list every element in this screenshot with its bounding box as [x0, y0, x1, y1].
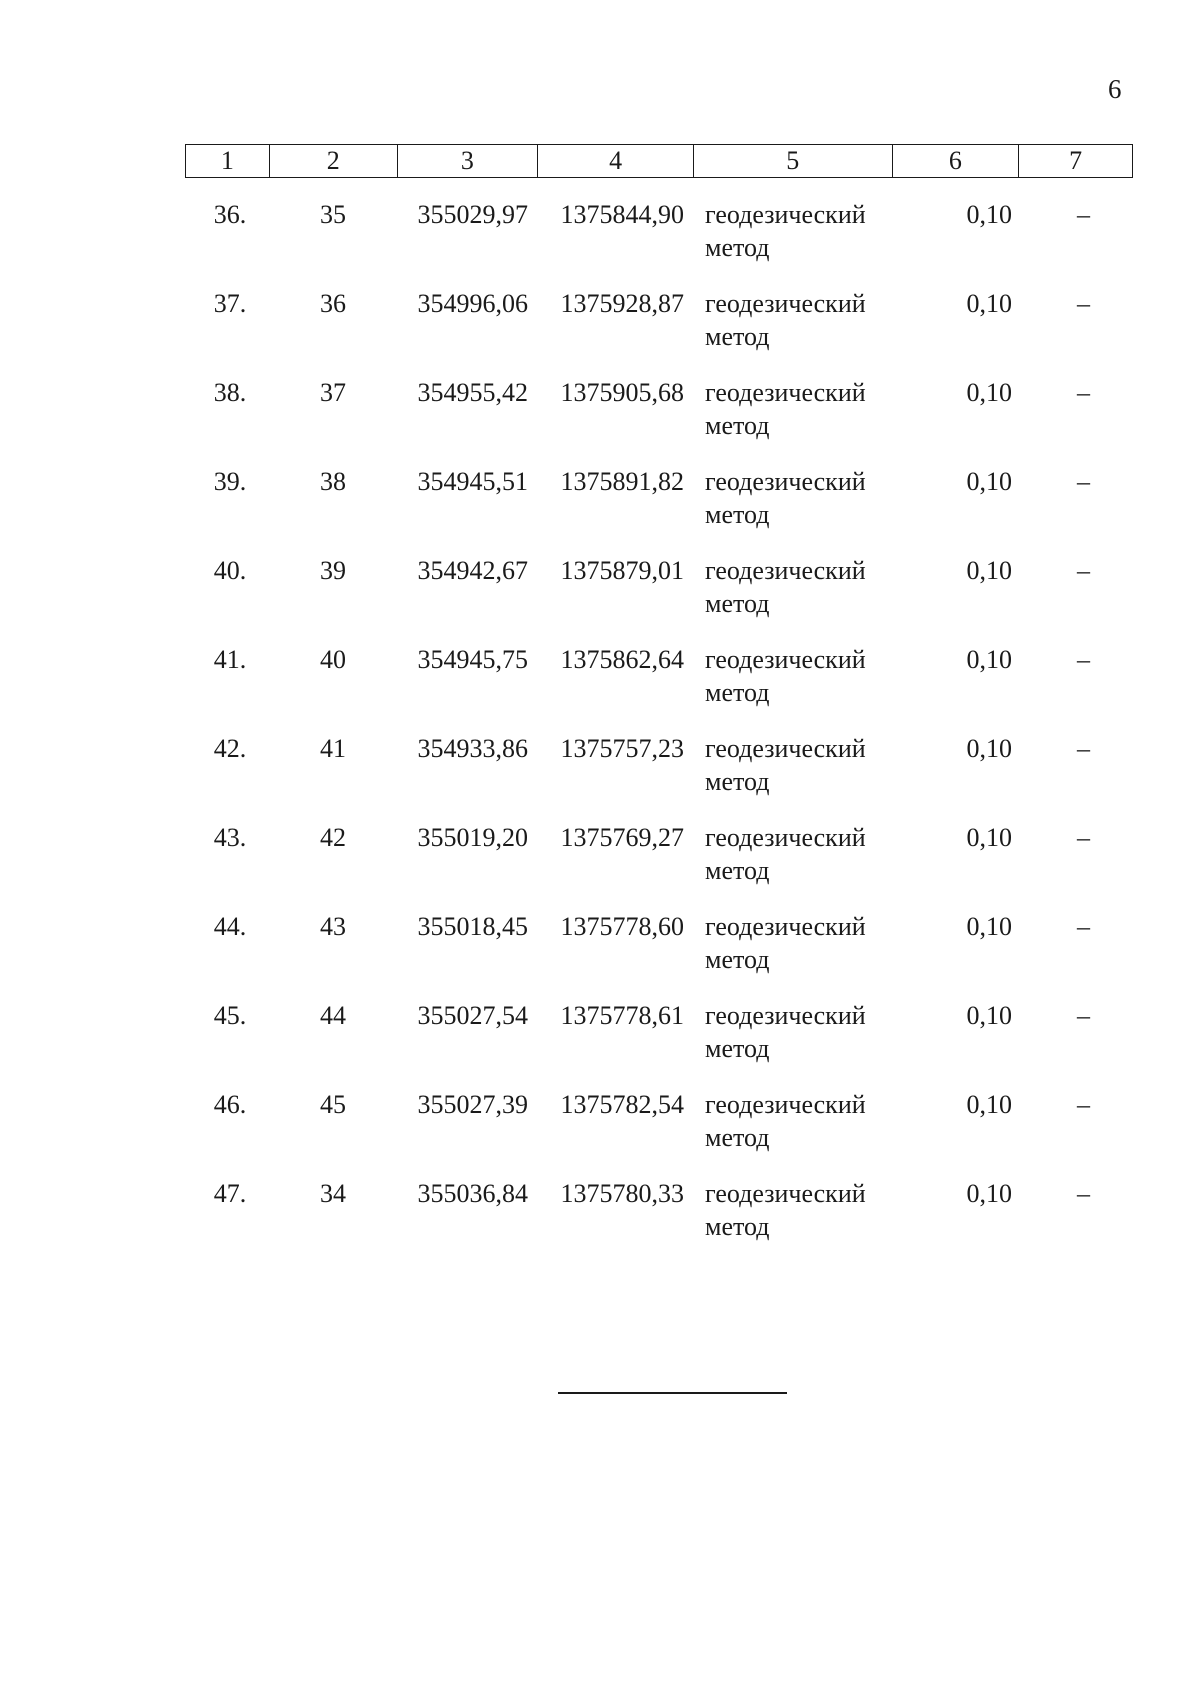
- table-row: [185, 1177, 1133, 1266]
- method-line: геодезический: [705, 467, 866, 496]
- method-line: геодезический: [705, 734, 866, 763]
- note-cell: –: [1077, 378, 1090, 407]
- note-cell: –: [1077, 1179, 1090, 1208]
- method-line: метод: [705, 1212, 770, 1241]
- table-row: [185, 198, 1133, 287]
- row-number-cell: 45.: [213, 1001, 247, 1030]
- method-cell: [694, 821, 893, 910]
- method-line: метод: [705, 945, 770, 974]
- coordinate-x-cell: 355027,54: [417, 1001, 528, 1030]
- method-line: геодезический: [705, 289, 866, 318]
- coordinate-y-cell: 1375928,87: [560, 289, 684, 318]
- coordinate-x-cell: 354942,67: [417, 556, 528, 585]
- note-cell: –: [1077, 1090, 1090, 1119]
- coordinate-y-cell: 1375757,23: [560, 734, 684, 763]
- note-cell: –: [1077, 734, 1090, 763]
- method-line: геодезический: [705, 556, 866, 585]
- method-line: метод: [705, 856, 770, 885]
- method-line: метод: [705, 767, 770, 796]
- table-row: [185, 910, 1133, 999]
- coordinate-y-cell: 1375778,61: [560, 1001, 684, 1030]
- coordinates-table-body: [185, 198, 1133, 1266]
- table-row: [185, 287, 1133, 376]
- method-cell: [694, 732, 893, 821]
- coordinate-x-cell: 355036,84: [417, 1179, 528, 1208]
- method-line: геодезический: [705, 823, 866, 852]
- method-cell: [694, 1088, 893, 1177]
- method-line: метод: [705, 1034, 770, 1063]
- coordinate-y-cell: 1375780,33: [560, 1179, 684, 1208]
- row-number-cell: 43.: [213, 823, 247, 852]
- table-row: [185, 732, 1133, 821]
- accuracy-cell: 0,10: [966, 467, 1012, 496]
- accuracy-cell: 0,10: [966, 289, 1012, 318]
- point-number-cell: 40: [320, 645, 346, 674]
- column-header-cell: 1: [186, 145, 270, 177]
- method-line: метод: [705, 500, 770, 529]
- coordinate-y-cell: 1375905,68: [560, 378, 684, 407]
- accuracy-cell: 0,10: [966, 912, 1012, 941]
- coordinate-x-cell: 354945,75: [417, 645, 528, 674]
- point-number-cell: 39: [320, 556, 346, 585]
- point-number-cell: 35: [320, 200, 346, 229]
- point-number-cell: 37: [320, 378, 346, 407]
- method-cell: [694, 554, 893, 643]
- row-number-cell: 39.: [213, 467, 247, 496]
- point-number-cell: 41: [320, 734, 346, 763]
- method-cell: [694, 287, 893, 376]
- point-number-cell: 34: [320, 1179, 346, 1208]
- method-line: метод: [705, 1123, 770, 1152]
- coordinate-y-cell: 1375782,54: [560, 1090, 684, 1119]
- accuracy-cell: 0,10: [966, 1179, 1012, 1208]
- point-number-cell: 42: [320, 823, 346, 852]
- coordinate-y-cell: 1375862,64: [560, 645, 684, 674]
- point-number-cell: 45: [320, 1090, 346, 1119]
- column-header-cell: 5: [694, 145, 893, 177]
- row-number-cell: 37.: [213, 289, 247, 318]
- page-number: 6: [1108, 74, 1122, 104]
- table-row: [185, 554, 1133, 643]
- note-cell: –: [1077, 912, 1090, 941]
- point-number-cell: 44: [320, 1001, 346, 1030]
- method-cell: [694, 198, 893, 287]
- note-cell: –: [1077, 823, 1090, 852]
- accuracy-cell: 0,10: [966, 1090, 1012, 1119]
- method-line: геодезический: [705, 1090, 866, 1119]
- column-header-cell: 6: [893, 145, 1020, 177]
- coordinate-y-cell: 1375891,82: [560, 467, 684, 496]
- accuracy-cell: 0,10: [966, 823, 1012, 852]
- method-cell: [694, 910, 893, 999]
- column-number-header: [185, 144, 1133, 178]
- note-cell: –: [1077, 289, 1090, 318]
- accuracy-cell: 0,10: [966, 556, 1012, 585]
- row-number-cell: 47.: [213, 1179, 247, 1208]
- method-line: геодезический: [705, 912, 866, 941]
- row-number-cell: 44.: [213, 912, 247, 941]
- table-row: [185, 1088, 1133, 1177]
- column-header-cell: 3: [398, 145, 539, 177]
- method-line: геодезический: [705, 645, 866, 674]
- method-cell: [694, 1177, 893, 1266]
- method-line: геодезический: [705, 200, 866, 229]
- point-number-cell: 43: [320, 912, 346, 941]
- method-line: метод: [705, 233, 770, 262]
- row-number-cell: 46.: [213, 1090, 247, 1119]
- end-of-document-line: [558, 1392, 787, 1394]
- method-cell: [694, 643, 893, 732]
- column-header-cell: 4: [538, 145, 694, 177]
- note-cell: –: [1077, 200, 1090, 229]
- method-line: метод: [705, 589, 770, 618]
- coordinate-x-cell: 354933,86: [417, 734, 528, 763]
- point-number-cell: 38: [320, 467, 346, 496]
- note-cell: –: [1077, 1001, 1090, 1030]
- method-line: метод: [705, 678, 770, 707]
- coordinate-x-cell: 355027,39: [417, 1090, 528, 1119]
- method-line: метод: [705, 322, 770, 351]
- coordinate-x-cell: 354996,06: [417, 289, 528, 318]
- note-cell: –: [1077, 556, 1090, 585]
- method-line: геодезический: [705, 1179, 866, 1208]
- table-row: [185, 999, 1133, 1088]
- accuracy-cell: 0,10: [966, 200, 1012, 229]
- table-row: [185, 643, 1133, 732]
- coordinate-y-cell: 1375879,01: [560, 556, 684, 585]
- coordinate-y-cell: 1375769,27: [560, 823, 684, 852]
- row-number-cell: 38.: [213, 378, 247, 407]
- method-cell: [694, 999, 893, 1088]
- coordinate-y-cell: 1375844,90: [560, 200, 684, 229]
- accuracy-cell: 0,10: [966, 1001, 1012, 1030]
- method-line: геодезический: [705, 378, 866, 407]
- point-number-cell: 36: [320, 289, 346, 318]
- table-row: [185, 465, 1133, 554]
- coordinate-x-cell: 354945,51: [417, 467, 528, 496]
- coordinate-x-cell: 355019,20: [417, 823, 528, 852]
- column-header-cell: 7: [1069, 146, 1083, 175]
- method-cell: [694, 376, 893, 465]
- row-number-cell: 36.: [213, 200, 247, 229]
- coordinate-x-cell: 355029,97: [417, 200, 528, 229]
- coordinate-x-cell: 354955,42: [417, 378, 528, 407]
- row-number-cell: 42.: [213, 734, 247, 763]
- method-cell: [694, 465, 893, 554]
- note-cell: –: [1077, 467, 1090, 496]
- note-cell: –: [1077, 645, 1090, 674]
- table-row: [185, 376, 1133, 465]
- accuracy-cell: 0,10: [966, 378, 1012, 407]
- method-line: метод: [705, 411, 770, 440]
- row-number-cell: 41.: [213, 645, 247, 674]
- row-number-cell: 40.: [213, 556, 247, 585]
- accuracy-cell: 0,10: [966, 645, 1012, 674]
- column-header-cell: 2: [270, 145, 398, 177]
- table-row: [185, 821, 1133, 910]
- coordinate-x-cell: 355018,45: [417, 912, 528, 941]
- coordinate-y-cell: 1375778,60: [560, 912, 684, 941]
- method-line: геодезический: [705, 1001, 866, 1030]
- accuracy-cell: 0,10: [966, 734, 1012, 763]
